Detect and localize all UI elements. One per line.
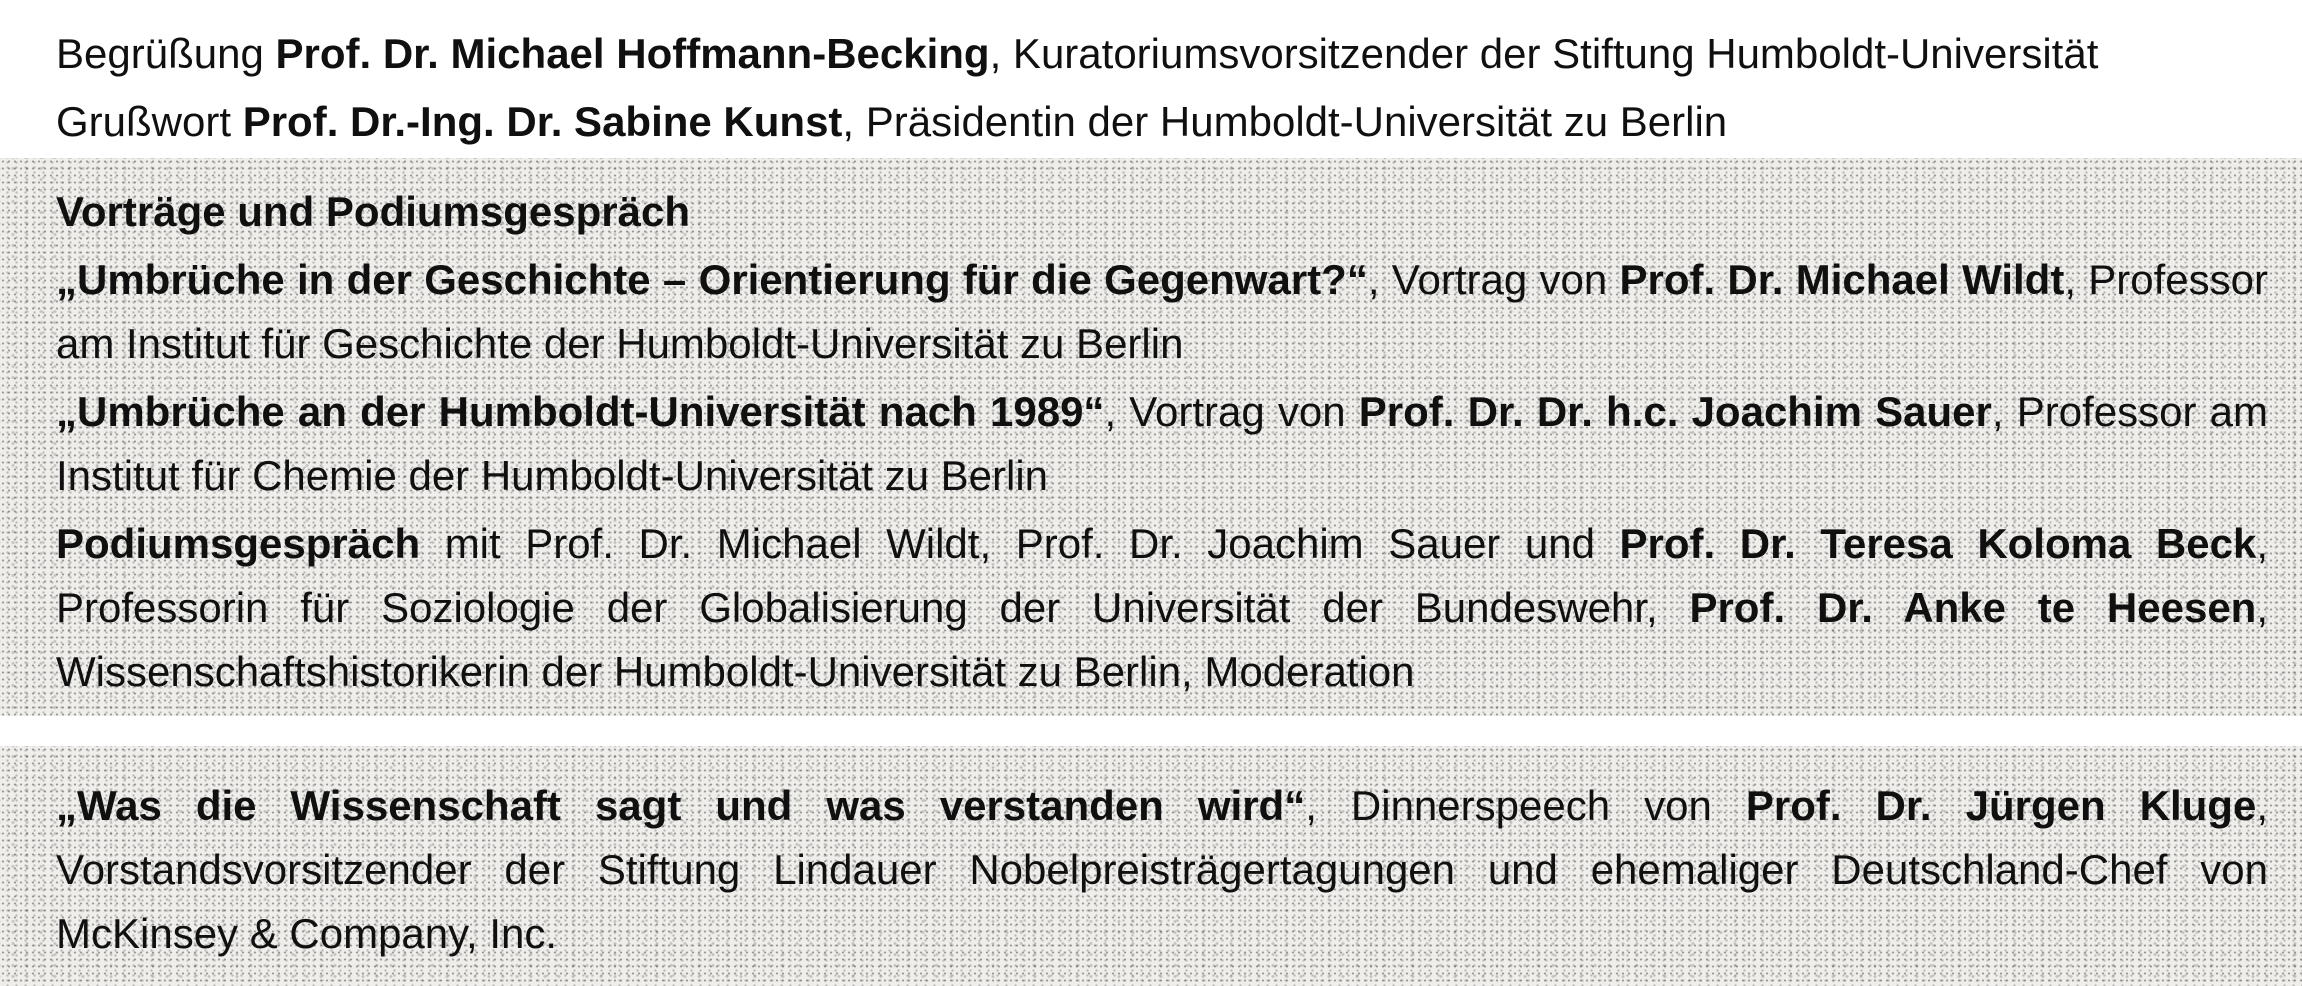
panel-participants: mit Prof. Dr. Michael Wildt, Prof. Dr. Joachim Sauer und: [420, 520, 1620, 567]
speaker-name-kluge: Prof. Dr. Jürgen Kluge: [1745, 782, 2257, 829]
speaker-role: , Professor am Institut für Chemie der Humboldt-Universität zu Berlin: [56, 388, 2268, 499]
talk-title: „Umbrüche an der Humboldt-Universität nach 1989“: [56, 388, 1105, 435]
program-line-vortrag-sauer: [56, 380, 2268, 508]
speaker-role: , Wissenschaftshistorikerin der Humboldt-Universität zu Berlin, Moderation: [56, 584, 2269, 695]
greeting-label: Grußwort: [56, 98, 243, 145]
talk-label: , Vortrag von: [1104, 388, 1359, 435]
program-line-podiumsgespraech: [56, 512, 2268, 704]
program-lectures-panel-section: [0, 158, 2302, 716]
program-line-grusswort: [56, 90, 2268, 154]
program-dinner-speech-section: [0, 746, 2302, 986]
program-line-begruessung: [56, 22, 2268, 86]
speaker-role: , Präsidentin der Humboldt-Universität zu Berlin: [842, 98, 1728, 145]
speaker-name-sauer: Prof. Dr. Dr. h.c. Joachim Sauer: [1358, 388, 1992, 435]
program-line-vortrag-wildt: [56, 248, 2268, 376]
talk-label: , Dinnerspeech von: [1305, 782, 1746, 829]
speaker-role: , Professorin für Soziologie der Globalisierung der Universität der Bundeswehr,: [56, 520, 2268, 631]
program-line-dinnerspeech: [56, 774, 2268, 966]
talk-title: „Was die Wissenschaft sagt und was verstanden wird“: [56, 782, 1306, 829]
speaker-name-hoffmann-becking: Prof. Dr. Michael Hoffmann-Becking: [275, 30, 990, 77]
panel-label: Podiumsgespräch: [56, 520, 421, 567]
speaker-name-te-heesen: Prof. Dr. Anke te Heesen: [1689, 584, 2257, 631]
speaker-role: , Vorstandsvorsitzender der Stiftung Lindauer Nobelpreisträgertagungen und ehemaliger Deutschland-Chef von McKinsey & Company, Inc.: [56, 782, 2268, 957]
talk-label: , Vortrag von: [1367, 256, 1620, 303]
speaker-role: , Kuratoriumsvorsitzender der Stiftung Humboldt-Universität: [989, 30, 2099, 77]
talk-title: „Umbrüche in der Geschichte – Orientierung für die Gegenwart?“: [56, 256, 1368, 303]
section-heading: [56, 180, 2268, 244]
greeting-label: Begrüßung: [56, 30, 276, 77]
program-opening-section: [0, 0, 2302, 154]
heading-text: Vorträge und Podiumsgespräch: [56, 188, 690, 235]
speaker-name-kunst: Prof. Dr.-Ing. Dr. Sabine Kunst: [242, 98, 843, 145]
speaker-role: , Professor am Institut für Geschichte der Humboldt-Universität zu Berlin: [56, 256, 2269, 367]
speaker-name-wildt: Prof. Dr. Michael Wildt: [1619, 256, 2065, 303]
speaker-name-koloma-beck: Prof. Dr. Teresa Koloma Beck: [1619, 520, 2257, 567]
